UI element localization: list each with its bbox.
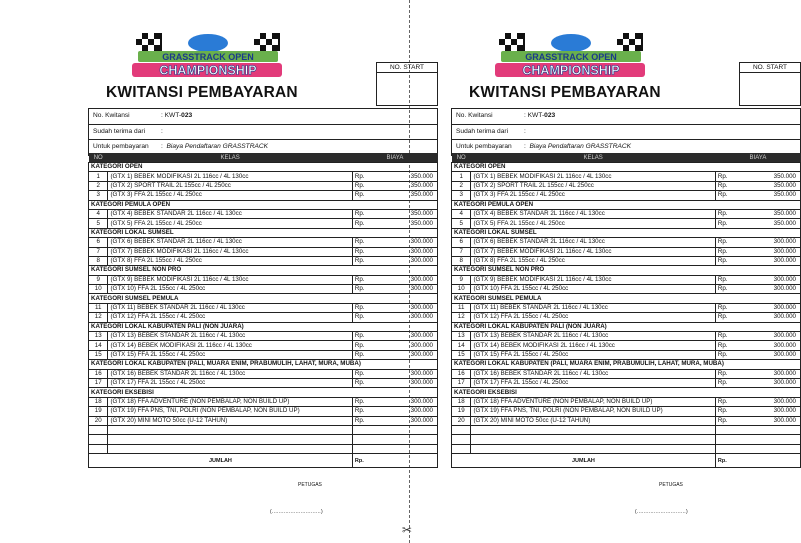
no-start-label: NO. START <box>377 63 437 73</box>
row-currency: Rp. <box>715 407 759 416</box>
blank-row <box>89 444 438 453</box>
row-no: 11 <box>89 303 108 312</box>
row-currency: Rp. <box>352 313 396 322</box>
row-biaya: 350.000 <box>396 181 437 190</box>
row-kelas: (GTX 7) BEBEK MODIFIKASI 2L 116cc / 4L 130cc <box>108 247 352 256</box>
table-row <box>452 285 801 294</box>
row-currency: Rp. <box>352 247 396 256</box>
row-biaya: 350.000 <box>759 191 800 200</box>
category-row <box>89 163 438 172</box>
row-kelas: (GTX 9) BEBEK MODIFIKASI 2L 116cc / 4L 130cc <box>471 275 715 284</box>
info-label: No. Kwitansi <box>456 112 493 119</box>
row-no: 5 <box>452 219 471 228</box>
info-value: : Biaya Pendaftaran GRASSTRACK <box>161 143 269 150</box>
svg-text:GRASSTRACK OPEN: GRASSTRACK OPEN <box>162 52 254 62</box>
event-logo <box>128 27 288 79</box>
row-biaya: 350.000 <box>759 209 800 218</box>
category-label: KATEGORI PEMULA OPEN <box>452 200 801 209</box>
row-no: 16 <box>452 369 471 378</box>
row-biaya: 300.000 <box>396 350 437 359</box>
table-row <box>89 191 438 200</box>
petugas-label: PETUGAS <box>298 482 322 488</box>
table-row <box>452 416 801 425</box>
row-currency: Rp. <box>715 219 759 228</box>
row-kelas: (GTX 4) BEBEK STANDAR 2L 116cc / 4L 130cc <box>471 209 715 218</box>
row-no: 4 <box>89 209 108 218</box>
row-biaya: 300.000 <box>759 397 800 406</box>
table-row <box>452 275 801 284</box>
row-kelas: (GTX 14) BEBEK MODIFIKASI 2L 116cc / 4L 130cc <box>108 341 352 350</box>
no-start-box <box>739 62 801 106</box>
row-biaya: 350.000 <box>396 219 437 228</box>
category-label: KATEGORI LOKAL SUMSEL <box>452 228 801 237</box>
row-currency: Rp. <box>352 303 396 312</box>
row-biaya: 300.000 <box>759 238 800 247</box>
table-row <box>89 407 438 416</box>
row-kelas: (GTX 19) FFA PNS, TNI, POLRI (NON PEMBALAP, NON BUILD UP) <box>471 407 715 416</box>
category-row <box>452 294 801 303</box>
category-row <box>452 360 801 369</box>
row-no: 12 <box>89 313 108 322</box>
row-currency: Rp. <box>352 416 396 425</box>
table-row <box>452 407 801 416</box>
row-biaya: 300.000 <box>396 256 437 265</box>
row-biaya: 300.000 <box>396 341 437 350</box>
row-kelas: (GTX 17) FFA 2L 155cc / 4L 250cc <box>471 378 715 387</box>
row-no: 19 <box>89 407 108 416</box>
row-biaya: 300.000 <box>396 275 437 284</box>
row-kelas: (GTX 17) FFA 2L 155cc / 4L 250cc <box>108 378 352 387</box>
category-row <box>89 322 438 331</box>
signature-line: (.............................) <box>635 509 688 515</box>
row-currency: Rp. <box>352 238 396 247</box>
category-label: KATEGORI SUMSEL PEMULA <box>452 294 801 303</box>
row-biaya: 300.000 <box>759 247 800 256</box>
table-header <box>89 153 438 163</box>
row-no: 18 <box>452 397 471 406</box>
row-kelas: (GTX 11) BEBEK STANDAR 2L 116cc / 4L 130cc <box>108 303 352 312</box>
row-biaya: 300.000 <box>396 332 437 341</box>
row-no: 17 <box>89 378 108 387</box>
row-currency: Rp. <box>715 303 759 312</box>
category-row <box>89 388 438 397</box>
row-kelas: (GTX 19) FFA PNS, TNI, POLRI (NON PEMBALAP, NON BUILD UP) <box>108 407 352 416</box>
category-label: KATEGORI LOKAL KABUPATEN (PALI, MUARA ENIM, PRABUMULIH, LAHAT, MURA, MUBA) <box>452 360 801 369</box>
col-no: NO <box>89 153 108 163</box>
category-label: KATEGORI SUMSEL PEMULA <box>89 294 438 303</box>
total-label: JUMLAH <box>89 454 353 468</box>
row-currency: Rp. <box>715 378 759 387</box>
row-kelas: (GTX 1) BEBEK MODIFIKASI 2L 116cc / 4L 130cc <box>108 172 352 181</box>
petugas-label: PETUGAS <box>659 482 683 488</box>
event-logo <box>491 27 651 79</box>
row-currency: Rp. <box>715 416 759 425</box>
row-kelas: (GTX 3) FFA 2L 155cc / 4L 250cc <box>471 191 715 200</box>
row-currency: Rp. <box>715 350 759 359</box>
table-row <box>89 275 438 284</box>
row-kelas: (GTX 1) BEBEK MODIFIKASI 2L 116cc / 4L 130cc <box>471 172 715 181</box>
table-row <box>89 416 438 425</box>
row-biaya: 300.000 <box>759 369 800 378</box>
info-label: Sudah terima dari <box>456 127 509 135</box>
row-kelas: (GTX 5) FFA 2L 155cc / 4L 250cc <box>108 219 352 228</box>
col-biaya: BIAYA <box>715 153 800 163</box>
receipt-page <box>88 0 438 543</box>
row-no: 10 <box>89 285 108 294</box>
row-biaya: 300.000 <box>759 313 800 322</box>
table-row <box>452 313 801 322</box>
row-biaya: 300.000 <box>759 332 800 341</box>
category-label: KATEGORI LOKAL KABUPATEN PALI (NON JUARA) <box>89 322 438 331</box>
table-row <box>89 350 438 359</box>
category-row <box>452 228 801 237</box>
receipt-info <box>88 108 438 156</box>
row-biaya: 350.000 <box>759 181 800 190</box>
row-kelas: (GTX 2) SPORT TRAIL 2L 155cc / 4L 250cc <box>471 181 715 190</box>
category-label: KATEGORI LOKAL SUMSEL <box>89 228 438 237</box>
row-biaya: 350.000 <box>396 191 437 200</box>
row-currency: Rp. <box>352 332 396 341</box>
info-value: : Biaya Pendaftaran GRASSTRACK <box>524 143 632 150</box>
svg-text:GRASSTRACK OPEN: GRASSTRACK OPEN <box>525 52 617 62</box>
table-row <box>452 341 801 350</box>
table-row <box>452 350 801 359</box>
table-row <box>89 397 438 406</box>
category-row <box>89 266 438 275</box>
table-row <box>452 181 801 190</box>
table-header <box>452 153 801 163</box>
info-row <box>452 109 800 125</box>
table-row <box>89 313 438 322</box>
row-no: 2 <box>89 181 108 190</box>
info-row <box>89 109 437 125</box>
row-kelas: (GTX 8) FFA 2L 155cc / 4L 250cc <box>108 256 352 265</box>
row-currency: Rp. <box>352 341 396 350</box>
receipt-page <box>451 0 801 543</box>
row-currency: Rp. <box>715 209 759 218</box>
signature-line: (.............................) <box>270 509 323 515</box>
total-row <box>452 454 801 468</box>
row-currency: Rp. <box>715 191 759 200</box>
info-label: Sudah terima dari <box>93 127 146 135</box>
row-kelas: (GTX 6) BEBEK STANDAR 2L 116cc / 4L 130cc <box>108 238 352 247</box>
category-row <box>452 388 801 397</box>
row-no: 5 <box>89 219 108 228</box>
table-row <box>89 303 438 312</box>
table-row <box>452 397 801 406</box>
row-currency: Rp. <box>715 256 759 265</box>
row-biaya: 300.000 <box>396 247 437 256</box>
row-no: 20 <box>89 416 108 425</box>
row-biaya: 300.000 <box>396 285 437 294</box>
total-label: JUMLAH <box>452 454 716 468</box>
row-kelas: (GTX 16) BEBEK STANDAR 2L 116cc / 4L 130cc <box>108 369 352 378</box>
row-kelas: (GTX 12) FFA 2L 155cc / 4L 250cc <box>108 313 352 322</box>
row-currency: Rp. <box>352 219 396 228</box>
row-no: 15 <box>89 350 108 359</box>
row-currency: Rp. <box>715 247 759 256</box>
row-kelas: (GTX 10) FFA 2L 155cc / 4L 250cc <box>471 285 715 294</box>
category-label: KATEGORI SUMSEL NON PRO <box>89 266 438 275</box>
blank-row <box>452 435 801 444</box>
table-row <box>452 332 801 341</box>
row-biaya: 300.000 <box>759 407 800 416</box>
row-no: 7 <box>89 247 108 256</box>
row-no: 3 <box>89 191 108 200</box>
row-biaya: 300.000 <box>759 416 800 425</box>
table-row <box>452 209 801 218</box>
category-row <box>452 322 801 331</box>
table-row <box>89 341 438 350</box>
table-row <box>452 303 801 312</box>
row-no: 6 <box>452 238 471 247</box>
row-currency: Rp. <box>352 172 396 181</box>
category-label: KATEGORI SUMSEL NON PRO <box>452 266 801 275</box>
row-no: 11 <box>452 303 471 312</box>
row-no: 7 <box>452 247 471 256</box>
table-row <box>452 238 801 247</box>
row-currency: Rp. <box>352 285 396 294</box>
row-currency: Rp. <box>715 181 759 190</box>
row-biaya: 350.000 <box>396 209 437 218</box>
row-kelas: (GTX 18) FFA ADVENTURE (NON PEMBALAP, NON BUILD UP) <box>108 397 352 406</box>
category-row <box>452 200 801 209</box>
row-currency: Rp. <box>352 407 396 416</box>
row-biaya: 300.000 <box>396 303 437 312</box>
row-kelas: (GTX 16) BEBEK STANDAR 2L 116cc / 4L 130cc <box>471 369 715 378</box>
row-currency: Rp. <box>352 256 396 265</box>
table-row <box>89 247 438 256</box>
row-no: 9 <box>89 275 108 284</box>
row-biaya: 300.000 <box>759 303 800 312</box>
page-title: KWITANSI PEMBAYARAN <box>469 84 661 101</box>
row-kelas: (GTX 13) BEBEK STANDAR 2L 116cc / 4L 130cc <box>108 332 352 341</box>
row-biaya: 350.000 <box>396 172 437 181</box>
row-kelas: (GTX 15) FFA 2L 155cc / 4L 250cc <box>108 350 352 359</box>
row-kelas: (GTX 11) BEBEK STANDAR 2L 116cc / 4L 130cc <box>471 303 715 312</box>
col-kelas: KELAS <box>471 153 715 163</box>
page-title: KWITANSI PEMBAYARAN <box>106 84 298 101</box>
row-no: 10 <box>452 285 471 294</box>
category-row <box>89 360 438 369</box>
row-currency: Rp. <box>352 350 396 359</box>
row-no: 18 <box>89 397 108 406</box>
info-value: : KWT-023 <box>524 112 556 119</box>
table-row <box>452 247 801 256</box>
row-biaya: 350.000 <box>759 219 800 228</box>
row-biaya: 300.000 <box>759 341 800 350</box>
row-kelas: (GTX 4) BEBEK STANDAR 2L 116cc / 4L 130cc <box>108 209 352 218</box>
row-no: 6 <box>89 238 108 247</box>
category-label: KATEGORI PEMULA OPEN <box>89 200 438 209</box>
row-kelas: (GTX 8) FFA 2L 155cc / 4L 250cc <box>471 256 715 265</box>
row-currency: Rp. <box>715 341 759 350</box>
row-no: 8 <box>89 256 108 265</box>
table-row <box>89 219 438 228</box>
row-no: 19 <box>452 407 471 416</box>
row-no: 13 <box>89 332 108 341</box>
category-label: KATEGORI EKSEBISI <box>89 388 438 397</box>
no-start-label: NO. START <box>740 63 800 73</box>
championship-logo-icon <box>128 27 288 79</box>
row-no: 2 <box>452 181 471 190</box>
table-row <box>89 256 438 265</box>
row-no: 20 <box>452 416 471 425</box>
category-label: KATEGORI EKSEBISI <box>452 388 801 397</box>
row-no: 15 <box>452 350 471 359</box>
row-kelas: (GTX 10) FFA 2L 155cc / 4L 250cc <box>108 285 352 294</box>
row-biaya: 300.000 <box>396 397 437 406</box>
table-row <box>452 256 801 265</box>
row-currency: Rp. <box>715 369 759 378</box>
fee-table <box>451 153 801 468</box>
info-label: Untuk pembayaran <box>456 143 512 150</box>
info-value: : <box>161 127 163 135</box>
category-label: KATEGORI OPEN <box>89 163 438 172</box>
row-kelas: (GTX 14) BEBEK MODIFIKASI 2L 116cc / 4L 130cc <box>471 341 715 350</box>
table-row <box>89 285 438 294</box>
row-kelas: (GTX 15) FFA 2L 155cc / 4L 250cc <box>471 350 715 359</box>
row-no: 9 <box>452 275 471 284</box>
table-row <box>89 181 438 190</box>
row-currency: Rp. <box>352 369 396 378</box>
row-kelas: (GTX 5) FFA 2L 155cc / 4L 250cc <box>471 219 715 228</box>
row-kelas: (GTX 20) MINI MOTO 50cc (U-12 TAHUN) <box>108 416 352 425</box>
row-currency: Rp. <box>352 378 396 387</box>
row-currency: Rp. <box>715 172 759 181</box>
svg-text:CHAMPIONSHIP: CHAMPIONSHIP <box>522 63 620 78</box>
col-biaya: BIAYA <box>352 153 437 163</box>
category-label: KATEGORI LOKAL KABUPATEN PALI (NON JUARA) <box>452 322 801 331</box>
row-no: 4 <box>452 209 471 218</box>
info-label: No. Kwitansi <box>93 112 130 119</box>
row-biaya: 300.000 <box>396 369 437 378</box>
table-row <box>89 172 438 181</box>
row-no: 17 <box>452 378 471 387</box>
category-label: KATEGORI OPEN <box>452 163 801 172</box>
row-kelas: (GTX 2) SPORT TRAIL 2L 155cc / 4L 250cc <box>108 181 352 190</box>
row-kelas: (GTX 3) FFA 2L 155cc / 4L 250cc <box>108 191 352 200</box>
info-row <box>89 125 437 141</box>
category-label: KATEGORI LOKAL KABUPATEN (PALI, MUARA ENIM, PRABUMULIH, LAHAT, MURA, MUBA) <box>89 360 438 369</box>
col-kelas: KELAS <box>108 153 352 163</box>
row-currency: Rp. <box>352 181 396 190</box>
blank-row <box>452 425 801 434</box>
championship-logo-icon <box>491 27 651 79</box>
row-kelas: (GTX 13) BEBEK STANDAR 2L 116cc / 4L 130cc <box>471 332 715 341</box>
table-row <box>89 209 438 218</box>
row-biaya: 300.000 <box>396 238 437 247</box>
row-currency: Rp. <box>715 332 759 341</box>
row-no: 3 <box>452 191 471 200</box>
category-row <box>452 266 801 275</box>
row-currency: Rp. <box>715 285 759 294</box>
row-biaya: 300.000 <box>759 275 800 284</box>
row-kelas: (GTX 12) FFA 2L 155cc / 4L 250cc <box>471 313 715 322</box>
total-row <box>89 454 438 468</box>
row-currency: Rp. <box>715 275 759 284</box>
col-no: NO <box>452 153 471 163</box>
row-no: 14 <box>89 341 108 350</box>
row-biaya: 300.000 <box>396 313 437 322</box>
row-currency: Rp. <box>715 313 759 322</box>
info-row <box>452 125 800 141</box>
svg-text:CHAMPIONSHIP: CHAMPIONSHIP <box>159 63 257 78</box>
row-currency: Rp. <box>715 397 759 406</box>
table-row <box>89 369 438 378</box>
fee-table <box>88 153 438 468</box>
row-biaya: 300.000 <box>396 416 437 425</box>
row-biaya: 300.000 <box>759 256 800 265</box>
row-currency: Rp. <box>352 209 396 218</box>
row-currency: Rp. <box>352 191 396 200</box>
row-no: 1 <box>452 172 471 181</box>
table-row <box>89 238 438 247</box>
table-row <box>452 219 801 228</box>
receipt-info <box>451 108 801 156</box>
table-row <box>452 369 801 378</box>
row-no: 1 <box>89 172 108 181</box>
row-no: 13 <box>452 332 471 341</box>
row-biaya: 350.000 <box>759 172 800 181</box>
row-currency: Rp. <box>715 238 759 247</box>
row-no: 12 <box>452 313 471 322</box>
category-row <box>452 163 801 172</box>
category-row <box>89 294 438 303</box>
category-row <box>89 228 438 237</box>
table-row <box>452 172 801 181</box>
info-value: : <box>524 127 526 135</box>
row-kelas: (GTX 6) BEBEK STANDAR 2L 116cc / 4L 130cc <box>471 238 715 247</box>
row-biaya: 300.000 <box>759 285 800 294</box>
info-label: Untuk pembayaran <box>93 143 149 150</box>
row-currency: Rp. <box>352 275 396 284</box>
row-no: 16 <box>89 369 108 378</box>
row-kelas: (GTX 7) BEBEK MODIFIKASI 2L 116cc / 4L 130cc <box>471 247 715 256</box>
row-biaya: 300.000 <box>759 378 800 387</box>
row-no: 14 <box>452 341 471 350</box>
row-no: 8 <box>452 256 471 265</box>
table-row <box>452 191 801 200</box>
category-row <box>89 200 438 209</box>
row-kelas: (GTX 18) FFA ADVENTURE (NON PEMBALAP, NON BUILD UP) <box>471 397 715 406</box>
table-row <box>89 332 438 341</box>
row-biaya: 300.000 <box>396 407 437 416</box>
scissor-icon: ✂ <box>402 523 413 537</box>
no-start-box <box>376 62 438 106</box>
row-kelas: (GTX 9) BEBEK MODIFIKASI 2L 116cc / 4L 130cc <box>108 275 352 284</box>
blank-row <box>89 425 438 434</box>
table-row <box>89 378 438 387</box>
table-row <box>452 378 801 387</box>
blank-row <box>89 435 438 444</box>
row-biaya: 300.000 <box>396 378 437 387</box>
row-currency: Rp. <box>352 397 396 406</box>
total-currency: Rp. <box>715 454 759 468</box>
total-currency: Rp. <box>352 454 396 468</box>
info-value: : KWT-023 <box>161 112 193 119</box>
row-biaya: 300.000 <box>759 350 800 359</box>
blank-row <box>452 444 801 453</box>
row-kelas: (GTX 20) MINI MOTO 50cc (U-12 TAHUN) <box>471 416 715 425</box>
